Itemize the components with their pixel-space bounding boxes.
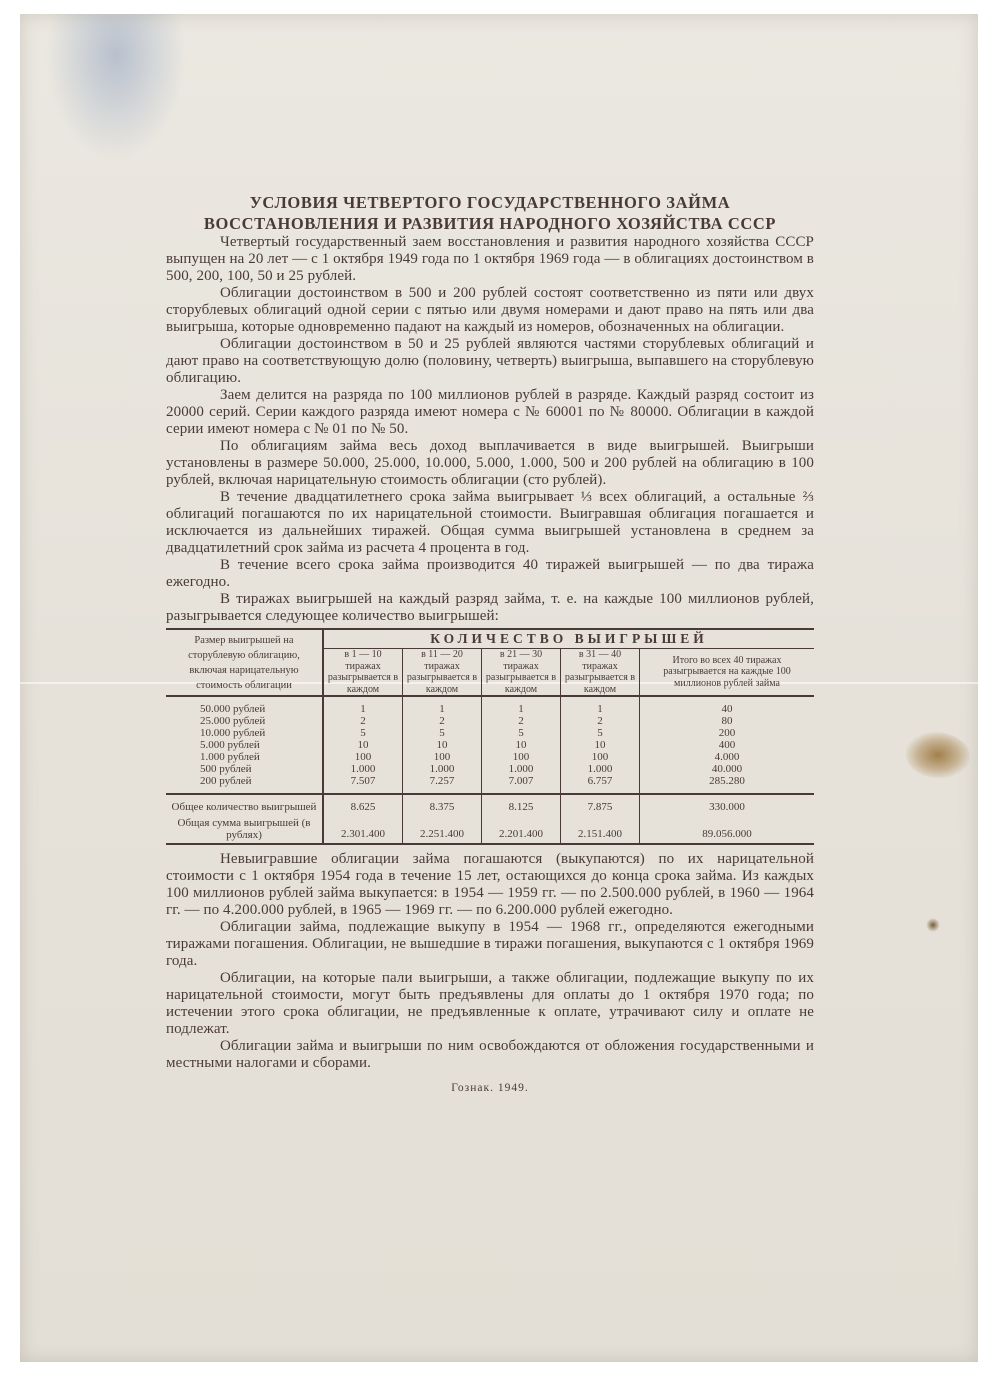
cell: 5 [482, 727, 561, 739]
cell: 89.056.000 [640, 813, 815, 844]
table-header-quantity: КОЛИЧЕСТВО ВЫИГРЫШЕЙ [323, 629, 814, 649]
cell: 330.000 [640, 794, 815, 813]
row-label: 10.000 рублей [166, 727, 323, 739]
paper-spot [926, 918, 940, 932]
table-row [166, 751, 814, 763]
cell: 1 [323, 696, 403, 715]
cell: 2 [561, 715, 640, 727]
row-label: 200 рублей [166, 775, 323, 794]
cell: 100 [561, 751, 640, 763]
cell: 2.301.400 [323, 813, 403, 844]
cell: 5 [323, 727, 403, 739]
cell: 10 [561, 739, 640, 751]
table-header-size: Размер выигрышей на сторублевую облигацию, включая нарицательную стоимость облигации [166, 629, 323, 696]
table-col-header: в 21 — 30 тиражах разыгрывается в каждом [482, 649, 561, 697]
cell: 10 [482, 739, 561, 751]
row-label: 50.000 рублей [166, 696, 323, 715]
row-label: Общая сумма выигрышей (в рублях) [166, 813, 323, 844]
paragraph: В течение всего срока займа производится 40 тиражей выигрышей — по два тиража ежегодно. [166, 557, 814, 590]
cell: 8.125 [482, 794, 561, 813]
cell: 5 [403, 727, 482, 739]
table-col-header: в 11 — 20 тиражах разыгрывается в каждом [403, 649, 482, 697]
paragraph: Облигации займа, подлежащие выкупу в 1954 — 1968 гг., определяются ежегодными тиражами погашения. Облигации, не вышедшие в тиражи погашения, выкупаются с 1 октября 1969 года. [166, 919, 814, 969]
paragraph: По облигациям займа весь доход выплачивается в виде выигрышей. Выигрыши установлены в размере 50.000, 25.000, 10.000, 5.000, 1.000, 500 и 200 рублей на облигацию в 100 рублей, включая нарицательную стоимость облигации (сто рублей). [166, 438, 814, 488]
table-row [166, 715, 814, 727]
table-row [166, 696, 814, 715]
cell: 80 [640, 715, 815, 727]
cell: 40.000 [640, 763, 815, 775]
paragraph: Четвертый государственный заем восстановления и развития народного хозяйства СССР выпущен на 20 лет — с 1 октября 1949 года по 1 октября 1969 года — в облигациях достоинством в 500, 200, 100, 50 и 25 рублей. [166, 234, 814, 284]
cell: 2.201.400 [482, 813, 561, 844]
cell: 2.151.400 [561, 813, 640, 844]
cell: 1.000 [403, 763, 482, 775]
cell: 7.875 [561, 794, 640, 813]
paper-stain [906, 732, 970, 778]
document-title [166, 192, 814, 234]
printer-imprint: Гознак. 1949. [451, 1082, 529, 1094]
title-line-1: УСЛОВИЯ ЧЕТВЕРТОГО ГОСУДАРСТВЕННОГО ЗАЙМА [249, 193, 731, 212]
cell: 2 [482, 715, 561, 727]
cell: 1.000 [482, 763, 561, 775]
paragraph: Облигации достоинством в 50 и 25 рублей являются частями сторублевых облигаций и дают право на соответствующую долю (половину, четверть) выигрыша, выпавшего на сторублевую облигацию. [166, 336, 814, 386]
paragraph: Невыигравшие облигации займа погашаются (выкупаются) по их нарицательной стоимости с 1 октября 1954 года в течение 15 лет, остающихся до конца срока займа. Из каждых 100 миллионов рублей займа выкупается: в 1954 — 1959 гг. — по 2.500.000 рублей, в 1960 — 1964 гг. — по 4.200.000 рублей, в 1965 — 1969 гг. — по 6.200.000 рублей ежегодно. [166, 851, 814, 918]
table-row [166, 775, 814, 794]
cell: 7.007 [482, 775, 561, 794]
cell: 100 [403, 751, 482, 763]
table-row [166, 763, 814, 775]
cell: 200 [640, 727, 815, 739]
paragraph: Облигации достоинством в 500 и 200 рублей состоят соответственно из пяти или двух сторублевых облигаций одной серии с пятью или двумя номерами и дают право на пять или два выигрыша, которые одновременно падают на каждый из номеров, обозначенных на облигации. [166, 285, 814, 335]
title-line-2: ВОССТАНОВЛЕНИЯ И РАЗВИТИЯ НАРОДНОГО ХОЗЯЙСТВА СССР [203, 214, 777, 233]
cell: 2 [323, 715, 403, 727]
cell: 5 [561, 727, 640, 739]
cell: 40 [640, 696, 815, 715]
paragraph: В течение двадцатилетнего срока займа выигрывает ⅓ всех облигаций, а остальные ⅔ облигаций погашаются по их нарицательной стоимости. Выигравшая облигация погашается и исключается из дальнейших тиражей. Общая сумма выигрышей установлена в среднем за двадцатилетний срок займа из расчета 4 процента в год. [166, 489, 814, 556]
cell: 4.000 [640, 751, 815, 763]
cell: 2.251.400 [403, 813, 482, 844]
paragraph: Заем делится на разряда по 100 миллионов рублей в разряде. Каждый разряд состоит из 20000 серий. Серии каждого разряда имеют номера с № 60001 по № 80000. Облигации в каждой серии имеют номера с № 01 по № 50. [166, 387, 814, 437]
cell: 7.507 [323, 775, 403, 794]
cell: 8.625 [323, 794, 403, 813]
cell: 400 [640, 739, 815, 751]
table-col-header: Итого во всех 40 тиражах разыгрывается на каждые 100 миллионов рублей займа [640, 649, 815, 697]
row-label: 25.000 рублей [166, 715, 323, 727]
cell: 100 [323, 751, 403, 763]
table-col-header: в 31 — 40 тиражах разыгрывается в каждом [561, 649, 640, 697]
table-row-total-count [166, 794, 814, 813]
cell: 1 [482, 696, 561, 715]
table-row [166, 739, 814, 751]
cell: 10 [323, 739, 403, 751]
cell: 285.280 [640, 775, 815, 794]
table-col-header: в 1 — 10 тиражах разыгрывается в каждом [323, 649, 403, 697]
table-row [166, 727, 814, 739]
row-label: 1.000 рублей [166, 751, 323, 763]
cell: 100 [482, 751, 561, 763]
cell: 1.000 [323, 763, 403, 775]
prize-table [166, 628, 814, 845]
cell: 2 [403, 715, 482, 727]
document-body [166, 192, 814, 1094]
cell: 10 [403, 739, 482, 751]
cell: 8.375 [403, 794, 482, 813]
row-label: 5.000 рублей [166, 739, 323, 751]
row-label: 500 рублей [166, 763, 323, 775]
cell: 1 [561, 696, 640, 715]
cell: 7.257 [403, 775, 482, 794]
cell: 1 [403, 696, 482, 715]
paragraph: Облигации, на которые пали выигрыши, а также облигации, подлежащие выкупу по их нарицательной стоимости, могут быть предъявлены для оплаты до 1 октября 1970 года; по истечении этого срока облигации, не предъявленные к оплате, утрачивают силу и оплате не подлежат. [166, 970, 814, 1037]
table-row-total-sum [166, 813, 814, 844]
cell: 1.000 [561, 763, 640, 775]
paragraph: В тиражах выигрышей на каждый разряд займа, т. е. на каждые 100 миллионов рублей, разыгрывается следующее количество выигрышей: [166, 591, 814, 624]
row-label: Общее количество выигрышей [166, 794, 323, 813]
paragraph: Облигации займа и выигрыши по ним освобождаются от обложения государственными и местными налогами и сборами. [166, 1038, 814, 1071]
cell: 6.757 [561, 775, 640, 794]
